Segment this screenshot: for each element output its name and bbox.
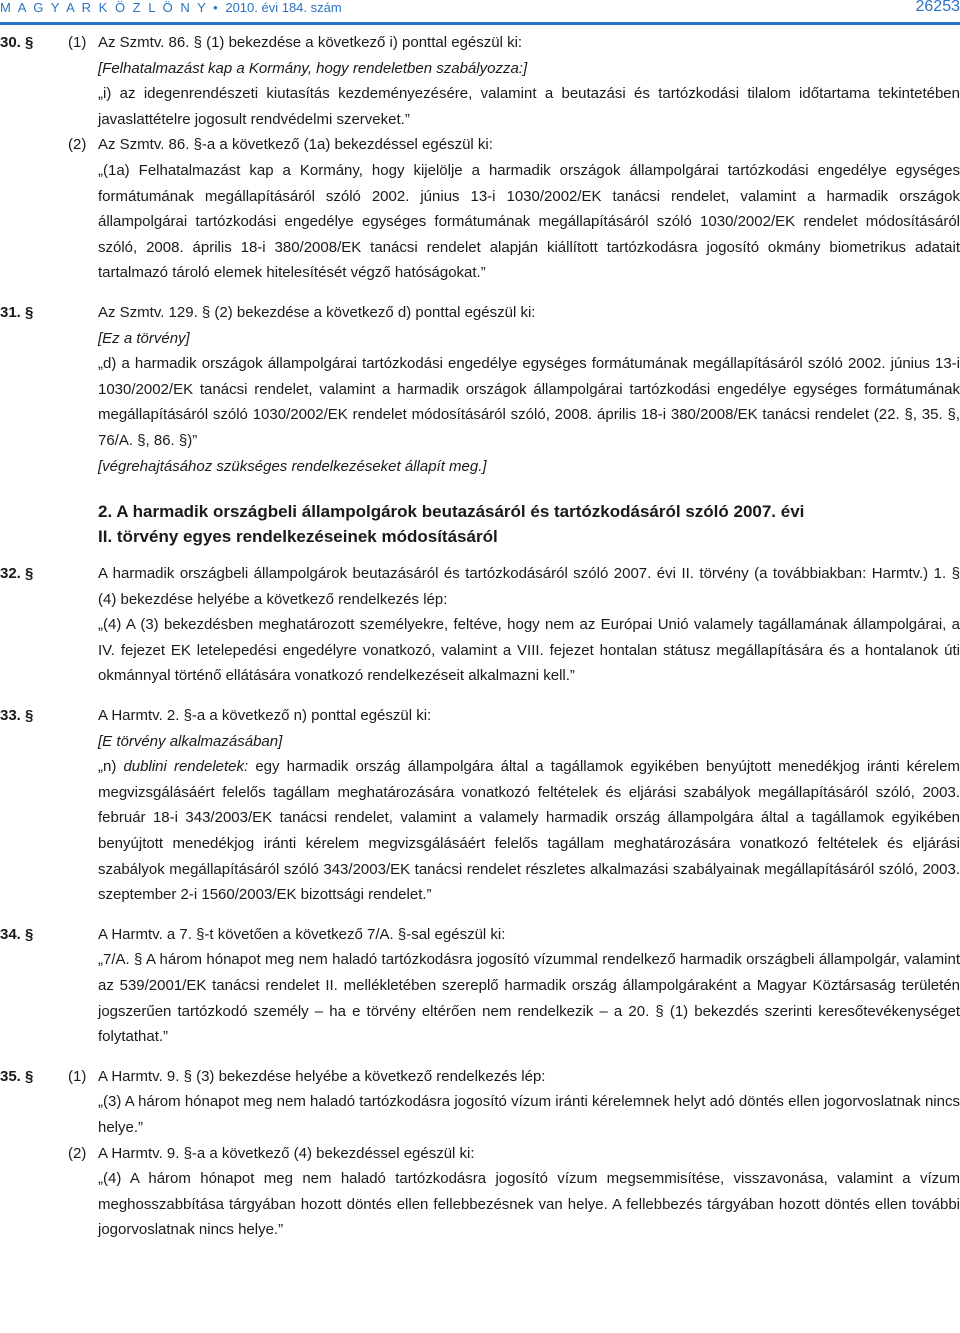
subsection-intro: Az Szmtv. 86. §-a a következő (1a) bekezdéssel egészül ki: <box>98 136 493 154</box>
frame-text: [Ez a törvény] <box>98 329 190 347</box>
journal-name: M A G Y A R K Ö Z L Ö N Y <box>0 0 208 15</box>
header-rule <box>0 22 960 25</box>
amendment-text: „7/A. § A három hónapot meg nem haladó tartózkodásra jogosító vízummal rendelkező harmadik országbeli állampolgár, valamint az 539/2001/EK tanácsi rendelet II. mellékletében szereplő harmadik ország állampolgáraként a Magyar Köztársaság területén jogszerűen tartózkodó személy – ha e törvény eltérően nem rendelkezik – a 20. § (1) bekezdés szerinti keresőtevékenységet folytathat.” <box>98 951 960 1046</box>
section-31 <box>0 300 960 479</box>
journal-header <box>0 0 342 15</box>
subsection-intro: A Harmtv. 9. § (3) bekezdése helyébe a következő rendelkezés lép: <box>98 1067 546 1085</box>
point-lead: „n) <box>98 758 124 776</box>
section-intro: A harmadik országbeli állampolgárok beutazásáról és tartózkodásáról szóló 2007. évi II. törvény (a továbbiakban: Harmtv.) 1. § (4) bekezdése helyébe a következő rendelkezés lép: <box>98 565 960 608</box>
page-header <box>0 0 960 24</box>
subsection-number: (2) <box>68 1144 87 1162</box>
amendment-text: „(1a) Felhatalmazást kap a Kormány, hogy kijelölje a harmadik országok állampolgárai tartózkodási engedélye egységes formátumának megállapításáról szóló 2002. június 13-i 1030/2002/EK tanácsi rendelet, valamint a harmadik országok állampolgárai tartózkodási engedélye egységes formátumának megállapításáról szóló 1030/2002/EK rendelet módosításáról szóló, 2008. április 18-i 380/2008/EK tanácsi rendelet alapján kiállított tartózkodásra jogosító okmány biometrikus adatait tartalmazó tároló elemek hitelesítését végző hatóságokat.” <box>98 161 960 282</box>
section-intro: A Harmtv. a 7. §-t követően a következő 7/A. §-sal egészül ki: <box>98 925 506 943</box>
definition-text: egy harmadik ország állampolgára által a tagállamok egyikében benyújtott menedékjog iránti kérelem megvizsgálásáért felelős tagállam meghatározására vonatkozó feltételek és eljárási szabályok megállapításáról szóló, 2003. február 18-i 343/2003/EK tanácsi rendelet, valamint a valamely harmadik ország állampolgára által a tagállamok egyikében benyújtott menedékjog iránti kérelem megvizsgálásáért felelős tagállam meghatározására vonatkozó feltételek és eljárási szabályok megállapításáról szóló 343/2003/EK tanácsi rendelet részletes alkalmazási szabályainak megállapításáról szóló, 2003. szeptember 2-i 1560/2003/EK bizottsági rendelet.” <box>98 758 960 904</box>
page-number: 26253 <box>915 0 960 15</box>
frame-text-end: [végrehajtásához szükséges rendelkezéseket állapít meg.] <box>98 457 487 475</box>
section-number: 33. § <box>0 707 34 725</box>
chapter-title: 2. A harmadik országbeli állampolgárok beutazásáról és tartózkodásáról szóló 2007. évi II. törvény egyes rendelkezéseinek módosításáról <box>98 502 805 547</box>
defined-term: dublini rendeletek: <box>123 758 249 776</box>
amendment-text: „d) a harmadik országok állampolgárai tartózkodási engedélye egységes formátumának megállapításáról szóló 2002. június 13-i 1030/2002/EK tanácsi rendelet, valamint a harmadik országok állampolgárai tartózkodási engedélye egységes formátumának megállapításáról szóló 1030/2002/EK rendelet módosításáról szóló, 2008. április 18-i 380/2008/EK tanácsi rendelet (22. §, 35. §, 76/A. §, 86. §)” <box>98 355 960 449</box>
amendment-text: „(4) A (3) bekezdésben meghatározott személyekre, feltéve, hogy nem az Európai Unió valamely tagállamának állampolgárai, a IV. fejezet EK letelepedési engedélyre vonatkozó, valamint a VIII. fejezet hontalan státusz megállapítására és a hontalanok úti okmánnyal történő ellátására vonatkozó rendelkezéseit alkalmazni kell.” <box>98 616 960 685</box>
section-number: 30. § <box>0 34 34 51</box>
header-bullet: • <box>213 0 220 15</box>
section-30 <box>0 30 960 286</box>
issue-label: 2010. évi 184. szám <box>225 0 342 15</box>
amendment-text: „(4) A három hónapot meg nem haladó tartózkodásra jogosító vízum megsemmisítése, visszavonása, valamint a vízum meghosszabbítása tárgyában hozott döntés ellen fellebbezésnek van helye. A fellebbezés tárgyában hozott döntés ellen további jogorvoslatnak nincs helye.” <box>98 1170 960 1239</box>
amendment-text: „i) az idegenrendészeti kiutasítás kezdeményezésére, valamint a beutazási és tartózkodási tilalom időtartama tekintetében javaslattételre jogosult rendvédelmi szerveket.” <box>98 85 960 128</box>
subsection-intro: A Harmtv. 9. §-a a következő (4) bekezdéssel egészül ki: <box>98 1144 475 1162</box>
section-number: 31. § <box>0 303 34 321</box>
section-intro: A Harmtv. 2. §-a a következő n) ponttal egészül ki: <box>98 707 432 725</box>
section-number: 32. § <box>0 565 34 583</box>
subsection-number: (1) <box>68 34 87 51</box>
subsection-number: (1) <box>68 1067 87 1085</box>
document-body <box>0 30 960 1243</box>
amendment-text: „(3) A három hónapot meg nem haladó tartózkodásra jogosító vízum iránti kérelemnek helyt adó döntés ellen jogorvoslatnak nincs helye.” <box>98 1093 960 1136</box>
frame-text: [E törvény alkalmazásában] <box>98 732 283 750</box>
subsection-number: (2) <box>68 136 87 154</box>
section-32 <box>0 561 960 689</box>
section-intro: Az Szmtv. 129. § (2) bekezdése a következő d) ponttal egészül ki: <box>98 303 536 321</box>
frame-text: [Felhatalmazást kap a Kormány, hogy rendeletben szabályozza:] <box>98 59 528 77</box>
section-33 <box>0 703 960 908</box>
section-number: 34. § <box>0 925 34 943</box>
section-number: 35. § <box>0 1067 34 1085</box>
amendment-text <box>98 754 960 908</box>
section-35 <box>0 1064 960 1243</box>
section-34 <box>0 922 960 1050</box>
subsection-intro: Az Szmtv. 86. § (1) bekezdése a következő i) ponttal egészül ki: <box>98 34 523 51</box>
